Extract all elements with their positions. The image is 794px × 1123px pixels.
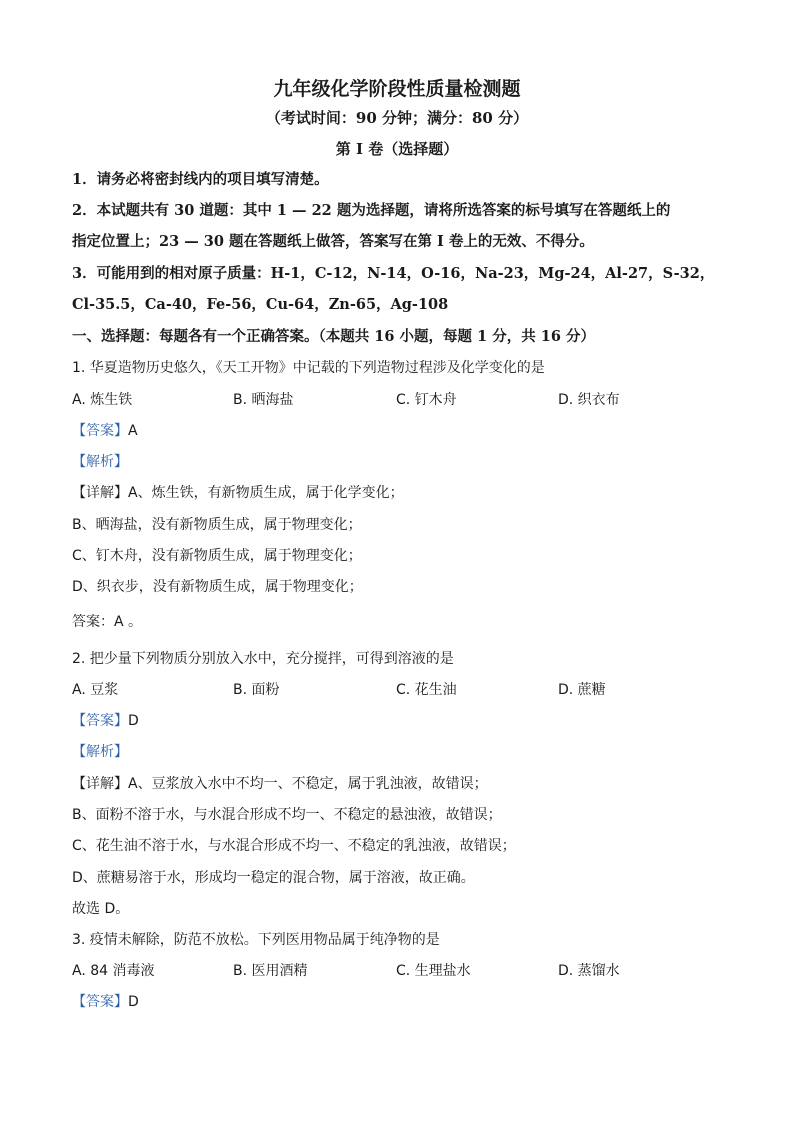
question-1-detail-2: B、晒海盐，没有新物质生成，属于物理变化； [72, 517, 362, 533]
answer-label: 【答案】 [72, 713, 128, 729]
question-1-option-a: A. 炼生铁 [72, 392, 133, 408]
question-2-answer [72, 711, 139, 731]
question-1-analysis [72, 452, 128, 472]
question-1-option-c: C. 钉木舟 [396, 392, 457, 408]
question-2-conclusion: 故选 D。 [72, 901, 130, 917]
question-2-option-c: C. 花生油 [396, 682, 457, 698]
question-1-option-d: D. 织衣布 [558, 392, 620, 408]
detail-text: A、炼生铁，有新物质生成，属于化学变化； [128, 485, 404, 501]
instruction-3b: Cl-35.5，Ca-40，Fe-56，Cu-64，Zn-65，Ag-108 [72, 296, 449, 313]
question-2-stem: 2. 把少量下列物质分别放入水中，充分搅拌，可得到溶液的是 [72, 651, 454, 667]
question-2-detail-3: C、花生油不溶于水，与水混合形成不均一、不稳定的乳浊液，故错误； [72, 838, 516, 854]
question-1-stem: 1. 华夏造物历史悠久，《天工开物》中记载的下列造物过程涉及化学变化的是 [72, 360, 545, 376]
instruction-2a: 2．本试题共有 30 道题：其中 1 — 22 题为选择题，请将所选答案的标号填写在答题纸上的 [72, 202, 671, 219]
question-1-option-b: B. 晒海盐 [233, 392, 294, 408]
question-3-option-b: B. 医用酒精 [233, 963, 308, 979]
page-title: 九年级化学阶段性质量检测题 [273, 78, 521, 100]
exam-info: （考试时间：90 分钟；满分：80 分） [265, 109, 529, 127]
question-2-detail-2: B、面粉不溶于水，与水混合形成不均一、不稳定的悬浊液，故错误； [72, 807, 502, 823]
answer-value: A [128, 423, 138, 439]
instruction-1: 1．请务必将密封线内的项目填写清楚。 [72, 171, 329, 188]
answer-value: D [128, 713, 139, 729]
question-3-option-a: A. 84 消毒液 [72, 963, 155, 979]
question-3-option-c: C. 生理盐水 [396, 963, 471, 979]
question-3-answer [72, 992, 139, 1012]
detail-label: 【详解】 [72, 776, 128, 792]
question-2-option-a: A. 豆浆 [72, 682, 119, 698]
question-1-detail-1 [72, 483, 404, 503]
instruction-2b: 指定位置上；23 — 30 题在答题纸上做答，答案写在第 I 卷上的无效、不得分。 [72, 233, 594, 250]
question-2-detail-4: D、蔗糖易溶于水，形成均一稳定的混合物，属于溶液，故正确。 [72, 870, 475, 886]
question-1-detail-3: C、钉木舟，没有新物质生成，属于物理变化； [72, 548, 362, 564]
answer-label: 【答案】 [72, 423, 128, 439]
detail-text: A、豆浆放入水中不均一、不稳定，属于乳浊液，故错误； [128, 776, 488, 792]
answer-label: 【答案】 [72, 994, 128, 1010]
question-2-analysis [72, 742, 128, 762]
part-one-heading: 一、选择题：每题各有一个正确答案。（本题共 16 小题，每题 1 分，共 16 分） [72, 328, 595, 345]
analysis-label: 【解析】 [72, 744, 128, 760]
question-2-option-b: B. 面粉 [233, 682, 280, 698]
answer-value: D [128, 994, 139, 1010]
detail-label: 【详解】 [72, 485, 128, 501]
question-2-detail-1 [72, 774, 488, 794]
instruction-3a: 3．可能用到的相对原子质量：H-1，C-12，N-14，O-16，Na-23，Mg-24，Al-27，S-32， [72, 265, 715, 282]
section-heading: 第 I 卷（选择题） [335, 140, 459, 158]
question-1-conclusion: 答案：A 。 [72, 614, 143, 630]
question-3-stem: 3. 疫情未解除，防范不放松。下列医用物品属于纯净物的是 [72, 932, 440, 948]
question-3-option-d: D. 蒸馏水 [558, 963, 620, 979]
analysis-label: 【解析】 [72, 454, 128, 470]
question-2-option-d: D. 蔗糖 [558, 682, 606, 698]
question-1-detail-4: D、织衣步，没有新物质生成，属于物理变化； [72, 579, 363, 595]
question-1-answer [72, 421, 138, 441]
